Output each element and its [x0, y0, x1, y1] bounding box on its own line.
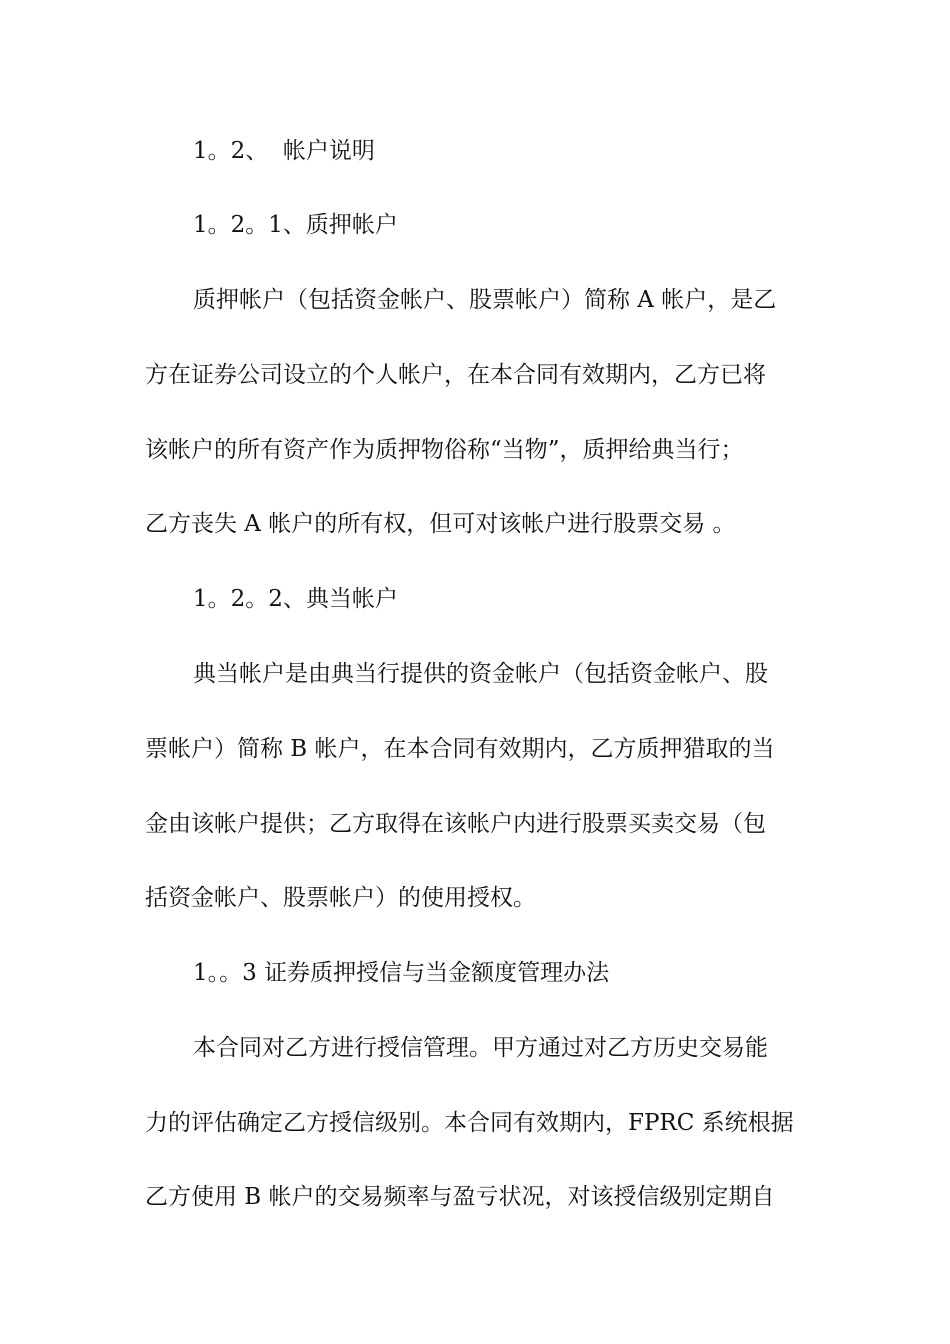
- paragraph-line: 金由该帐户提供；乙方取得在该帐户内进行股票买卖交易（包: [145, 811, 766, 837]
- paragraph-line: 方在证券公司设立的个人帐户，在本合同有效期内，乙方已将: [145, 362, 766, 388]
- subsection-heading-1-2-1: 1。2。1、质押帐户: [193, 212, 398, 238]
- paragraph-line: 典当帐户是由典当行提供的资金帐户（包括资金帐户、股: [193, 661, 768, 687]
- paragraph-line: 括资金帐户、股票帐户）的使用授权。: [145, 885, 536, 911]
- section-heading-1-2: 1。2、 帐户说明: [193, 138, 375, 164]
- paragraph-line: 力的评估确定乙方授信级别。本合同有效期内，FPRC 系统根据: [145, 1110, 794, 1136]
- paragraph-line: 乙方使用 B 帐户的交易频率与盈亏状况，对该授信级别定期自: [145, 1184, 775, 1210]
- subsection-heading-1-2-2: 1。2。2、典当帐户: [193, 586, 398, 612]
- paragraph-line: 质押帐户（包括资金帐户、股票帐户）简称 A 帐户，是乙: [193, 287, 777, 313]
- paragraph-line: 票帐户）简称 B 帐户，在本合同有效期内，乙方质押猎取的当: [145, 736, 775, 762]
- paragraph-line: 本合同对乙方进行授信管理。甲方通过对乙方历史交易能: [193, 1035, 768, 1061]
- paragraph-line: 乙方丧失 A 帐户的所有权，但可对该帐户进行股票交易 。: [145, 511, 736, 537]
- paragraph-line: 该帐户的所有资产作为质押物俗称“当物”，质押给典当行；: [145, 437, 744, 463]
- subsection-heading-1-3: 1。。3 证券质押授信与当金额度管理办法: [193, 960, 610, 986]
